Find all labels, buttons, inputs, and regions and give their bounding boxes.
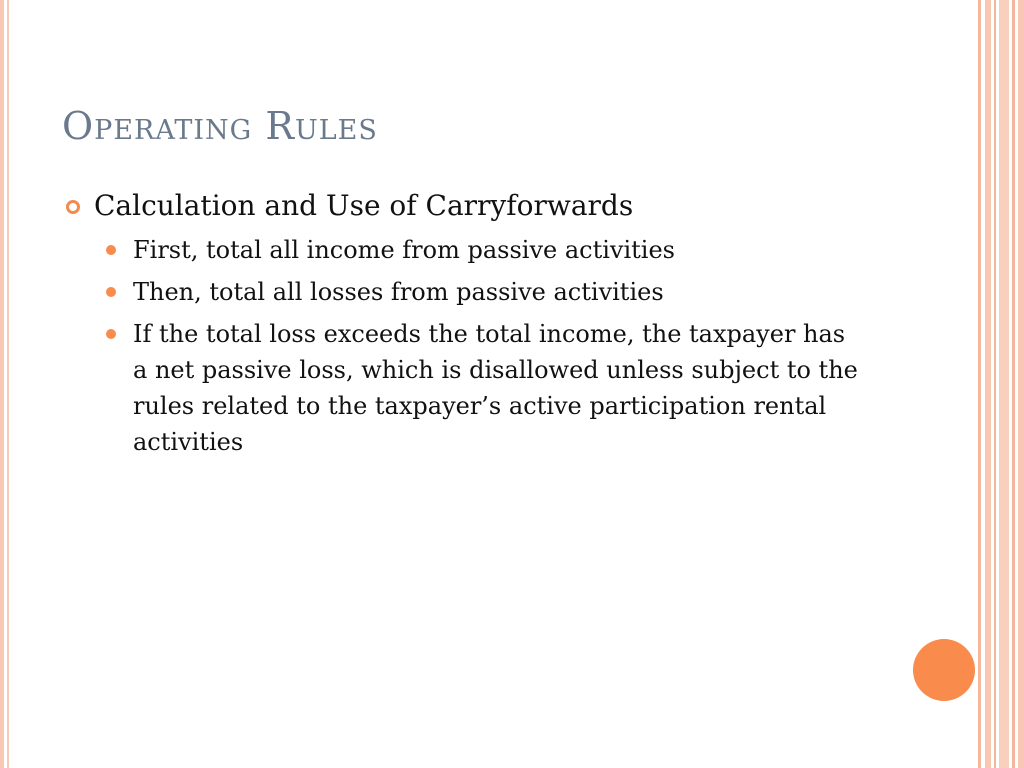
sub-bullet-item — [106, 274, 866, 310]
ring-bullet-icon — [66, 200, 80, 214]
right-border-stripe — [999, 0, 1009, 768]
left-border-line — [0, 0, 4, 768]
right-border-stripe — [994, 0, 996, 768]
sub-bullet-text: If the total loss exceeds the total income, the taxpayer has a net passive loss, which is disallowed unless subject to the rules related to the taxpayer’s active participation rental activities — [133, 320, 858, 456]
slide-content — [66, 186, 866, 466]
sub-bullet-text: Then, total all losses from passive activities — [133, 278, 664, 306]
right-border-stripe — [1018, 0, 1024, 768]
left-border-line-inner — [7, 0, 9, 768]
bullet-text: Calculation and Use of Carryforwards — [94, 189, 634, 222]
accent-circle-decoration — [913, 639, 975, 701]
right-border-stripe — [985, 0, 991, 768]
sub-bullet-text: First, total all income from passive activities — [133, 236, 675, 264]
sub-bullet-item — [106, 316, 866, 460]
bullet-item — [66, 186, 866, 226]
right-border-stripe — [978, 0, 981, 768]
dot-bullet-icon — [106, 329, 116, 339]
dot-bullet-icon — [106, 287, 116, 297]
slide-title: Operating Rules — [62, 104, 378, 148]
right-border-stripe — [1012, 0, 1015, 768]
dot-bullet-icon — [106, 245, 116, 255]
sub-bullet-item — [106, 232, 866, 268]
